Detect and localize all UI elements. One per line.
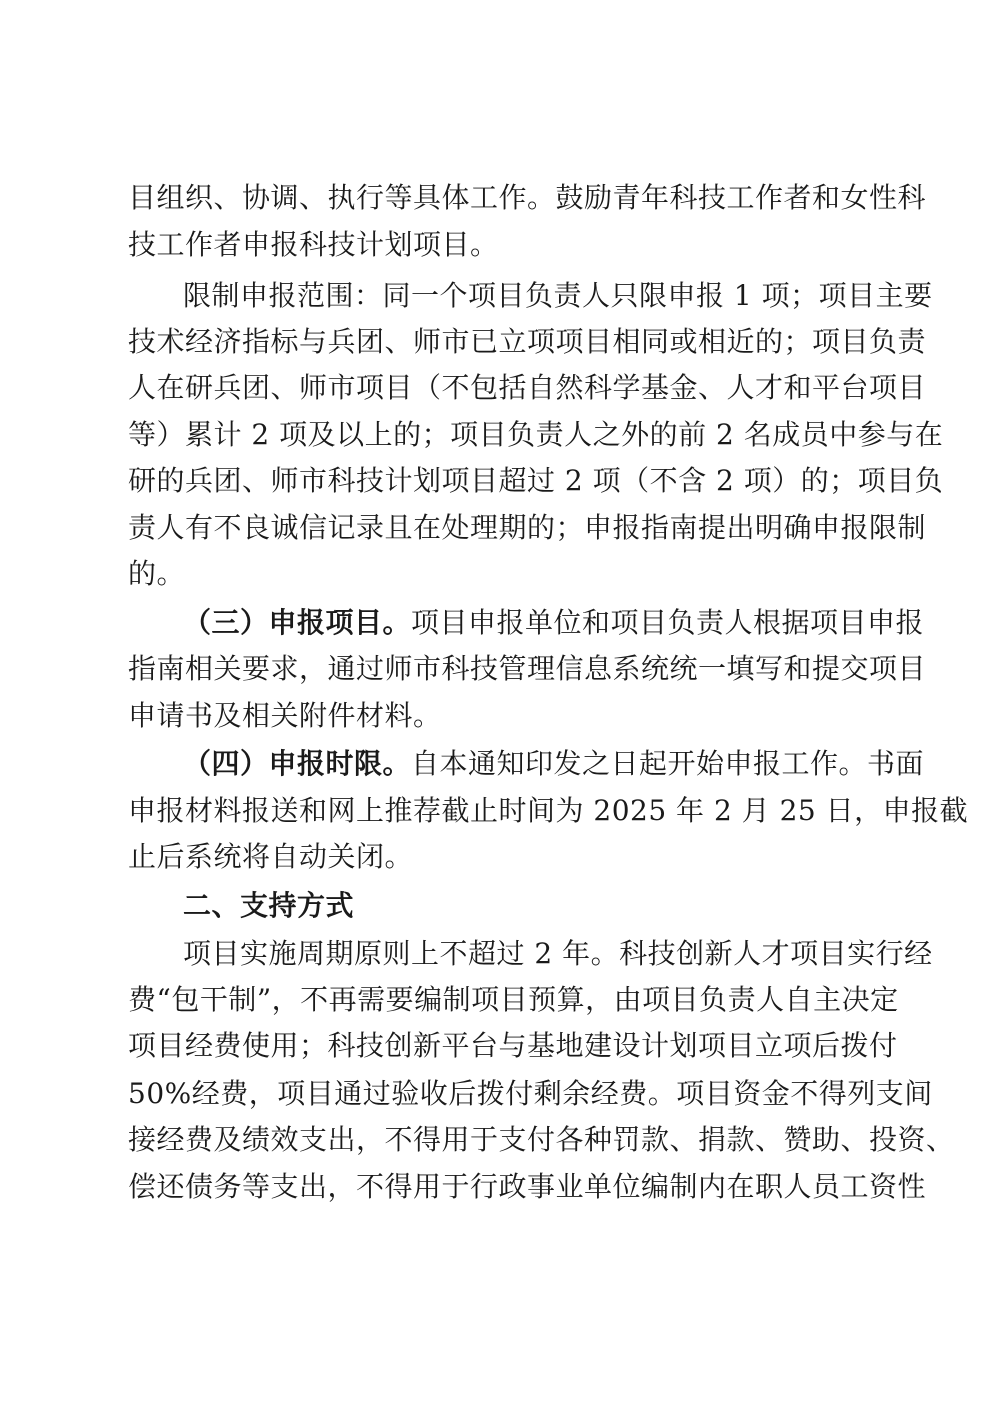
body-text-line: 人在研兵团、师市项目（不包括自然科学基金、人才和平台项目 bbox=[128, 371, 927, 404]
body-text-line: 偿还债务等支出，不得用于行政事业单位编制内在职人员工资性 bbox=[128, 1170, 927, 1203]
body-text-line: 的。 bbox=[128, 557, 186, 590]
section-3-label: （三）申报项目。 bbox=[183, 606, 412, 639]
body-text-line: 限制申报范围：同一个项目负责人只限申报 1 项；项目主要 bbox=[183, 279, 933, 312]
body-text-line: 申请书及相关附件材料。 bbox=[128, 699, 442, 732]
body-text-line: 技工作者申报科技计划项目。 bbox=[128, 228, 499, 261]
body-text-line: 指南相关要求，通过师市科技管理信息系统统一填写和提交项目 bbox=[128, 652, 927, 685]
section-3-text: 项目申报单位和项目负责人根据项目申报 bbox=[411, 606, 925, 639]
body-text-line: 项目实施周期原则上不超过 2 年。科技创新人才项目实行经 bbox=[183, 937, 933, 970]
body-text-line: 接经费及绩效支出，不得用于支付各种罚款、捐款、赞助、投资、 bbox=[128, 1123, 955, 1156]
body-text-line: 50%经费，项目通过验收后拨付剩余经费。项目资金不得列支间 bbox=[128, 1077, 933, 1110]
body-text-line: 目组织、协调、执行等具体工作。鼓励青年科技工作者和女性科 bbox=[128, 181, 927, 214]
body-text-line: 费“包干制”，不再需要编制项目预算，由项目负责人自主决定 bbox=[128, 983, 899, 1016]
body-text-line: 止后系统将自动关闭。 bbox=[128, 840, 414, 873]
section-4-text: 自本通知印发之日起开始申报工作。书面 bbox=[411, 747, 925, 780]
body-text-line: 责人有不良诚信记录且在处理期的；申报指南提出明确申报限制 bbox=[128, 511, 927, 544]
body-text-line: 项目经费使用；科技创新平台与基地建设计划项目立项后拨付 bbox=[128, 1029, 898, 1062]
section-4-paragraph bbox=[183, 740, 925, 788]
section-4-label: （四）申报时限。 bbox=[183, 747, 412, 780]
body-text-line: 等）累计 2 项及以上的；项目负责人之外的前 2 名成员中参与在 bbox=[128, 418, 944, 451]
section-heading: 二、支持方式 bbox=[183, 889, 355, 922]
body-text-line: 研的兵团、师市科技计划项目超过 2 项（不含 2 项）的；项目负 bbox=[128, 464, 944, 497]
body-text-line: 技术经济指标与兵团、师市已立项项目相同或相近的；项目负责 bbox=[128, 325, 927, 358]
body-text-line: 申报材料报送和网上推荐截止时间为 2025 年 2 月 25 日，申报截 bbox=[128, 794, 969, 827]
section-3-paragraph bbox=[183, 599, 925, 647]
